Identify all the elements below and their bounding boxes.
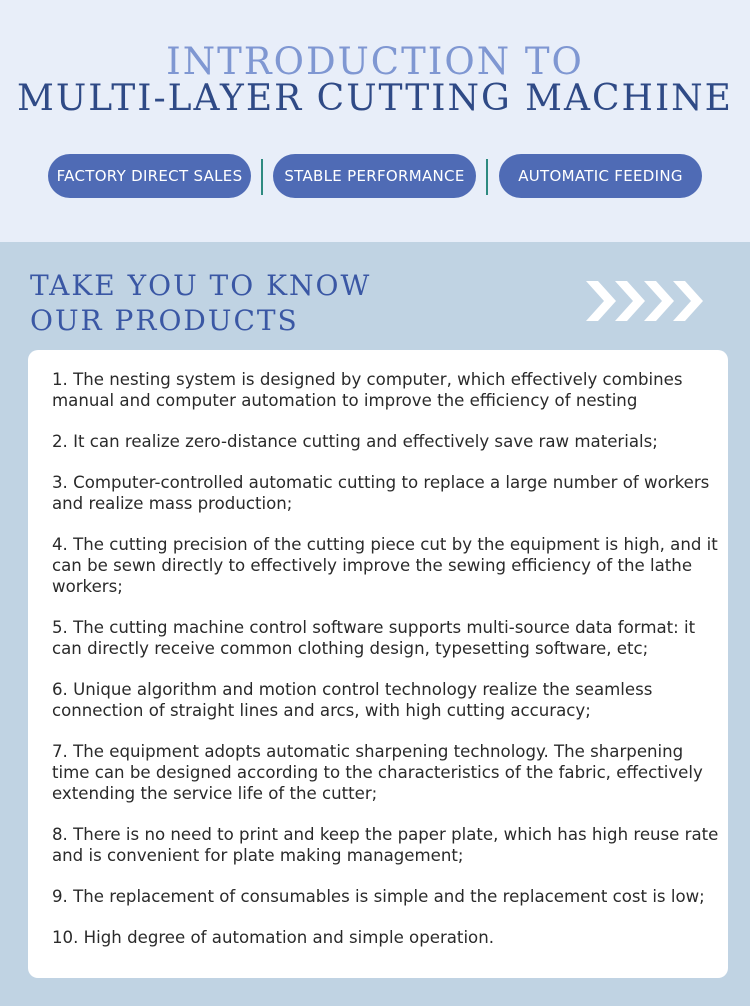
list-item: 7. The equipment adopts automatic sharpening technology. The sharpening time can be designed according to the characteristics of the fabric, effectively extending the service life of the cutter;	[52, 742, 703, 803]
list-item: 10. High degree of automation and simple operation.	[52, 928, 494, 947]
chevron-right-icon	[586, 281, 704, 321]
list-item: 1. The nesting system is designed by computer, which effectively combines manual and computer automation to improve the efficiency of nesting	[52, 370, 683, 410]
list-item: 3. Computer-controlled automatic cutting to replace a large number of workers and realize mass production;	[52, 473, 710, 513]
list-item: 9. The replacement of consumables is simple and the replacement cost is low;	[52, 887, 705, 906]
tag-automatic-feeding: AUTOMATIC FEEDING	[499, 154, 702, 198]
page-title-line1: INTRODUCTION TO	[166, 40, 584, 83]
list-item: 8. There is no need to print and keep the paper plate, which has high reuse rate and is convenient for plate making management;	[52, 825, 719, 865]
list-item: 2. It can realize zero-distance cutting and effectively save raw materials;	[52, 432, 658, 451]
header-section	[0, 0, 750, 242]
section-heading-line1: TAKE YOU TO KNOW	[30, 269, 372, 302]
page-title-line2: MULTI-LAYER CUTTING MACHINE	[17, 78, 733, 119]
tag-separator	[261, 159, 263, 195]
list-item: 5. The cutting machine control software supports multi-source data format: it can directly receive common clothing design, typesetting software, etc;	[52, 618, 696, 658]
tag-stable-performance: STABLE PERFORMANCE	[273, 154, 476, 198]
tag-factory-direct-sales: FACTORY DIRECT SALES	[48, 154, 251, 198]
tag-separator	[486, 159, 488, 195]
list-item: 4. The cutting precision of the cutting piece cut by the equipment is high, and it can be sewn directly to effectively improve the sewing efficiency of the lathe workers;	[52, 535, 718, 596]
section-heading-line2: OUR PRODUCTS	[30, 304, 299, 337]
features-list	[52, 369, 720, 968]
list-item: 6. Unique algorithm and motion control technology realize the seamless connection of straight lines and arcs, with high cutting accuracy;	[52, 680, 653, 720]
